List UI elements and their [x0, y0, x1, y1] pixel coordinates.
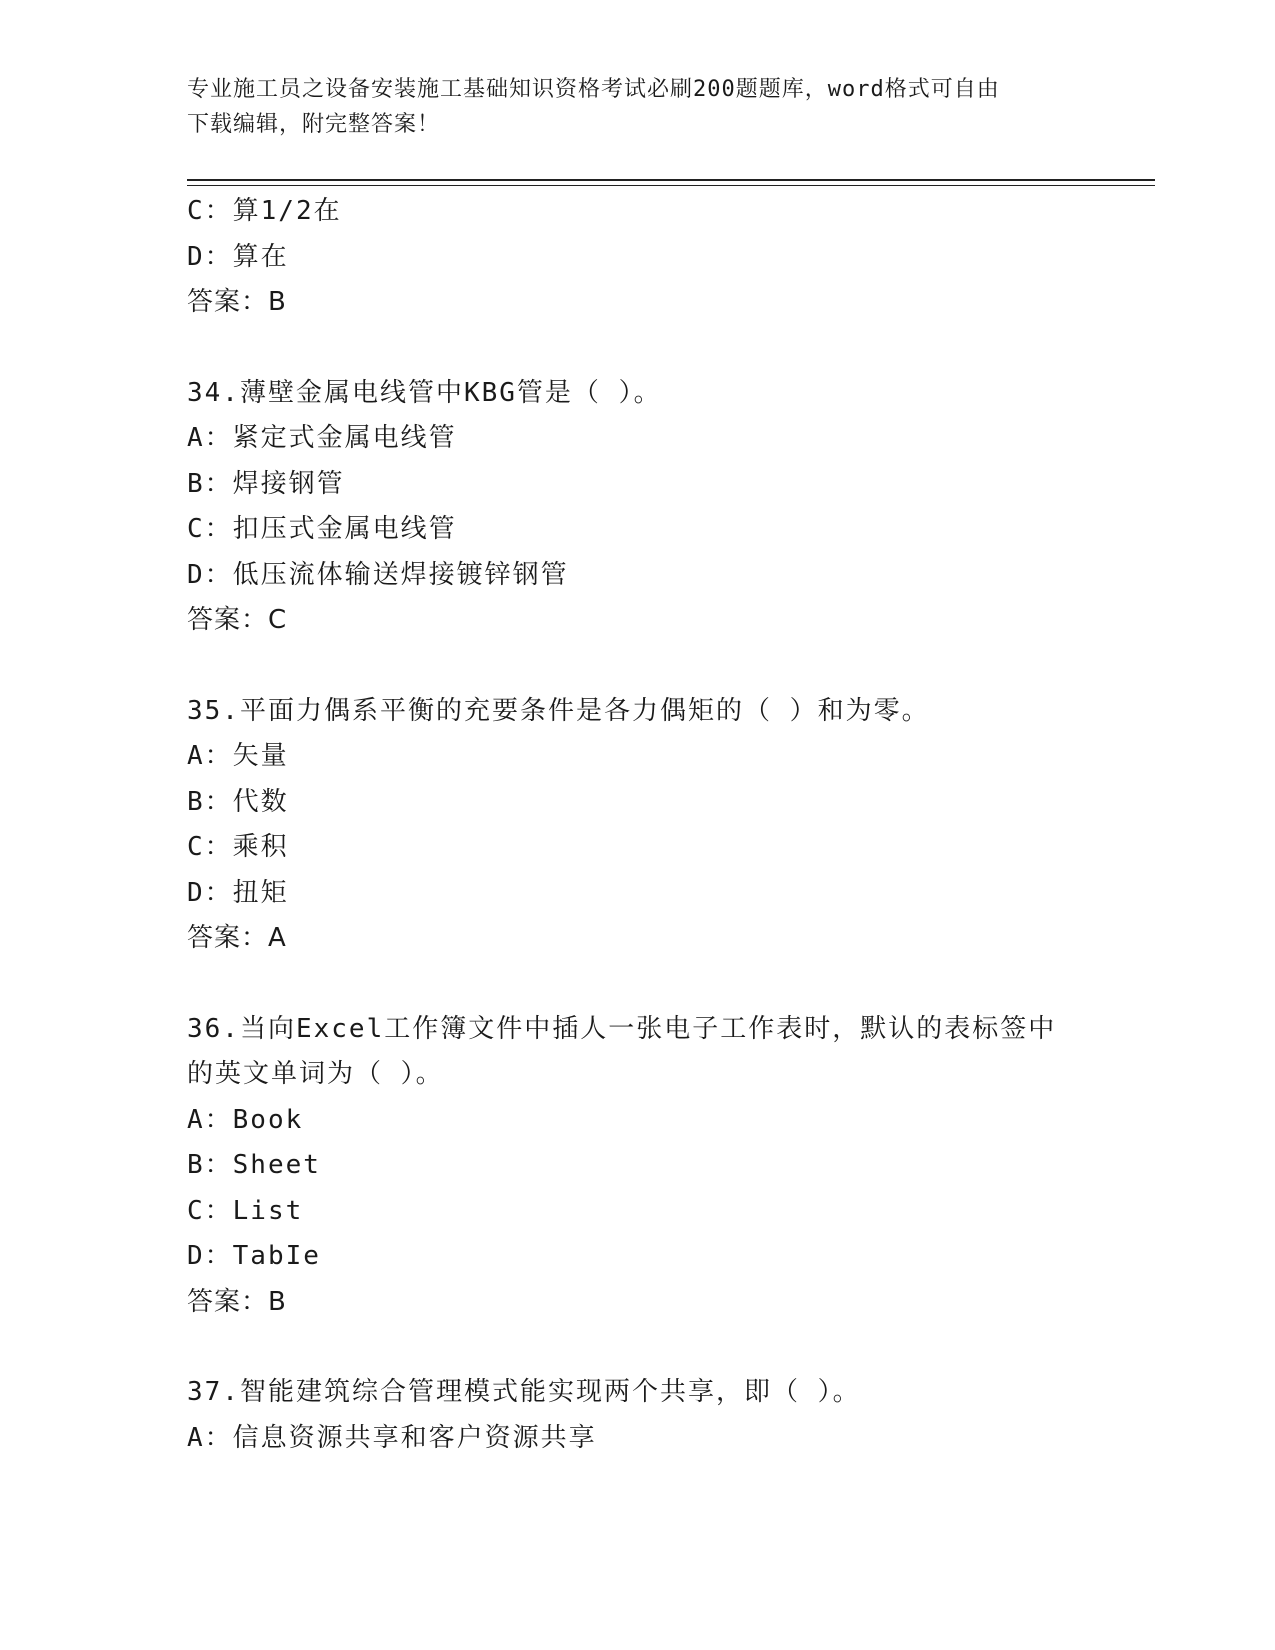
- question-block: [187, 189, 1147, 326]
- question-line: C：乘积: [187, 832, 289, 862]
- question-line: A：信息资源共享和客户资源共享: [187, 1422, 597, 1453]
- question-list: [187, 189, 1147, 1461]
- question-line: D：低压流体输送焊接镀锌钢管: [187, 559, 569, 590]
- question-line: D：扭矩: [187, 877, 289, 908]
- header-line-1: 专业施工员之设备安装施工基础知识资格考试必刷200题题库，word格式可自由: [187, 77, 1000, 102]
- question-block: [187, 689, 1147, 962]
- question-line: C：算1/2在: [187, 196, 342, 226]
- question-line: D：TabIe: [187, 1241, 321, 1271]
- answer-line: 答案：A: [187, 923, 287, 953]
- question-line: B：焊接钢管: [187, 468, 345, 499]
- answer-line: 答案：B: [187, 1286, 287, 1317]
- header-divider-thick: [187, 179, 1155, 181]
- question-line: A：矢量: [187, 741, 289, 771]
- question-line: 35.平面力偶系平衡的充要条件是各力偶矩的（ ）和为零。: [187, 695, 930, 726]
- question-line: C：List: [187, 1195, 304, 1226]
- question-line: 36.当向Excel工作簿文件中插人一张电子工作表时，默认的表标签中: [187, 1013, 1057, 1044]
- question-line: B：代数: [187, 786, 289, 817]
- question-line: A：紧定式金属电线管: [187, 423, 457, 453]
- question-line: 的英文单词为（ ）。: [187, 1059, 444, 1089]
- document-header: [187, 72, 1067, 142]
- question-line: D：算在: [187, 241, 289, 272]
- question-block: [187, 371, 1147, 644]
- header-divider-thin: [187, 185, 1155, 186]
- question-line: B：Sheet: [187, 1150, 321, 1180]
- answer-line: 答案：B: [187, 287, 287, 317]
- header-line-2: 下载编辑，附完整答案！: [187, 112, 441, 137]
- question-block: [187, 1370, 1147, 1461]
- question-block: [187, 1007, 1147, 1326]
- question-line: A：Book: [187, 1104, 304, 1135]
- question-line: 37.智能建筑综合管理模式能实现两个共享，即（ ）。: [187, 1377, 861, 1407]
- answer-line: 答案：C: [187, 605, 288, 635]
- question-line: C：扣压式金属电线管: [187, 514, 457, 544]
- question-line: 34.薄壁金属电线管中KBG管是（ ）。: [187, 377, 662, 408]
